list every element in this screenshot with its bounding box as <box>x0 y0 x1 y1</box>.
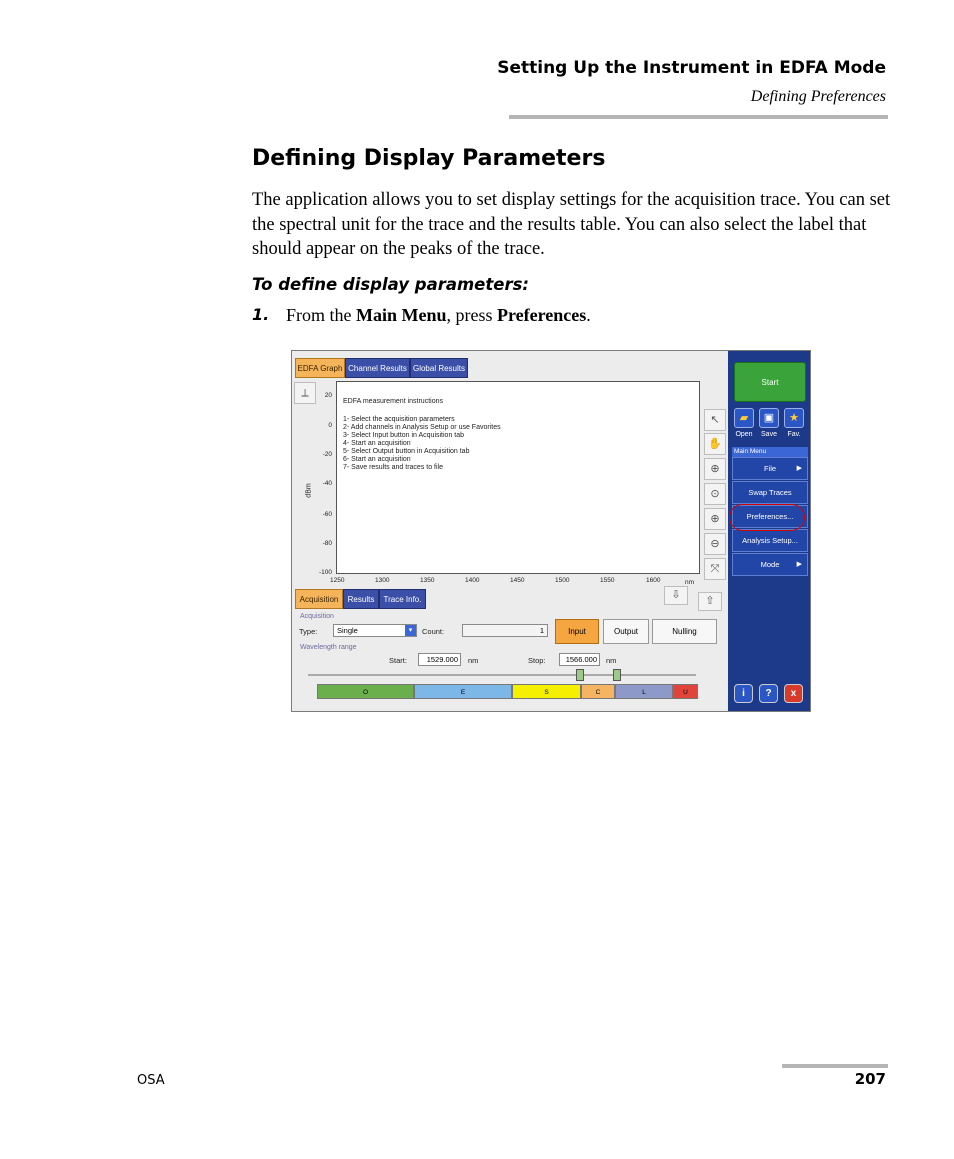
instruction-line: 3- Select Input button in Acquisition tab <box>343 432 465 439</box>
band-l[interactable]: L <box>615 684 673 699</box>
x-tick: 1350 <box>420 577 435 584</box>
input-button[interactable]: Input <box>555 619 599 644</box>
tab-global-results[interactable]: Global Results <box>410 358 468 378</box>
range-slider-track[interactable] <box>308 674 696 676</box>
band-o[interactable]: O <box>317 684 414 699</box>
instruction-line: 6- Start an acquisition <box>343 456 411 463</box>
x-axis-unit: nm <box>685 579 695 586</box>
hand-icon[interactable]: ✋ <box>704 433 726 455</box>
instruction-line: 2- Add channels in Analysis Setup or use Favorites <box>343 424 501 431</box>
stop-unit: nm <box>606 656 617 665</box>
tab-trace-info[interactable]: Trace Info. <box>379 589 426 609</box>
preferences-highlight-circle <box>729 504 805 531</box>
chevron-down-icon: ▾ <box>405 625 416 636</box>
body-paragraph: The application allows you to set display settings for the acquisition trace. You can set the spectral unit for the trace and the results table. You can also select the label that should appear on the peaks of the trace. <box>252 190 891 259</box>
start-label: Start: <box>389 656 407 665</box>
section-heading: Defining Display Parameters <box>252 146 606 171</box>
main-menu-header: Main Menu <box>732 447 808 457</box>
favorite-star-icon[interactable]: ★ <box>784 408 804 428</box>
arrow-up-icon[interactable]: ⇧ <box>698 592 722 611</box>
y-tick: 0 <box>328 422 332 429</box>
menu-item-preferences[interactable]: Preferences... <box>732 505 808 528</box>
band-c[interactable]: C <box>581 684 615 699</box>
x-tick: 1300 <box>375 577 390 584</box>
start-unit: nm <box>468 656 479 665</box>
menu-item-swap-traces[interactable]: Swap Traces <box>732 481 808 504</box>
pointer-icon[interactable]: ↖ <box>704 409 726 431</box>
menu-item-analysis-setup[interactable]: Analysis Setup... <box>732 529 808 552</box>
fav-label: Fav. <box>787 431 801 438</box>
type-select[interactable]: Single ▾ <box>333 624 417 637</box>
nulling-button[interactable]: Nulling <box>652 619 717 644</box>
instruction-line: 1- Select the acquisition parameters <box>343 416 455 423</box>
y-tick: -80 <box>322 540 332 547</box>
x-tick: 1400 <box>465 577 480 584</box>
open-label: Open <box>735 431 753 438</box>
procedure-title: To define display parameters: <box>252 275 529 294</box>
footer-product: OSA <box>137 1073 165 1088</box>
type-label: Type: <box>299 627 318 636</box>
step-text: From the Main Menu, press Preferences. <box>286 305 591 325</box>
range-start-handle[interactable] <box>576 669 584 681</box>
running-header-title: Setting Up the Instrument in EDFA Mode <box>497 58 886 78</box>
zoom-area-icon[interactable]: ⊕ <box>704 458 726 480</box>
band-e[interactable]: E <box>414 684 512 699</box>
info-icon[interactable]: i <box>734 684 753 703</box>
wavelength-group-label: Wavelength range <box>300 644 357 651</box>
menu-item-mode[interactable]: Mode ▶ <box>732 553 808 576</box>
help-icon[interactable]: ? <box>759 684 778 703</box>
stop-label: Stop: <box>528 656 546 665</box>
y-tick: -20 <box>322 451 332 458</box>
count-field[interactable]: 1 <box>462 624 548 637</box>
save-disk-icon[interactable]: ▣ <box>759 408 779 428</box>
instruction-line: 4- Start an acquisition <box>343 440 411 447</box>
step-number: 1. <box>252 305 270 324</box>
save-label: Save <box>761 431 777 438</box>
full-view-icon[interactable]: ⤧ <box>704 558 726 580</box>
instruction-line: 7- Save results and traces to file <box>343 464 443 471</box>
step-bold-preferences: Preferences <box>497 305 587 325</box>
chevron-right-icon: ▶ <box>796 561 802 568</box>
band-u[interactable]: U <box>673 684 698 699</box>
footer-rule <box>782 1064 888 1068</box>
instruction-line: 5- Select Output button in Acquisition tab <box>343 448 470 455</box>
tab-channel-results[interactable]: Channel Results <box>345 358 410 378</box>
x-tick: 1500 <box>555 577 570 584</box>
chevron-right-icon: ▶ <box>796 465 802 472</box>
start-field[interactable]: 1529.000 <box>418 653 461 666</box>
tab-results[interactable]: Results <box>343 589 379 609</box>
open-folder-icon[interactable]: ▰ <box>734 408 754 428</box>
range-stop-handle[interactable] <box>613 669 621 681</box>
y-tick: -60 <box>322 511 332 518</box>
start-button[interactable]: Start <box>734 362 806 402</box>
right-sidebar <box>728 351 811 712</box>
arrow-down-icon[interactable]: ⇩ <box>664 586 688 605</box>
x-tick: 1550 <box>600 577 615 584</box>
y-axis-label: dBm <box>305 483 313 498</box>
page-number: 207 <box>854 1070 886 1088</box>
zoom-in-icon[interactable]: ⊕ <box>704 508 726 530</box>
tab-acquisition[interactable]: Acquisition <box>295 589 343 609</box>
x-tick: 1450 <box>510 577 525 584</box>
output-button[interactable]: Output <box>603 619 649 644</box>
count-label: Count: <box>422 627 445 636</box>
running-header-subtitle: Defining Preferences <box>750 88 886 105</box>
x-tick: 1250 <box>330 577 345 584</box>
instructions-title: EDFA measurement instructions <box>343 398 443 405</box>
menu-item-file[interactable]: File ▶ <box>732 457 808 480</box>
y-tick: -100 <box>318 569 332 576</box>
antenna-icon[interactable]: ⟂ <box>294 382 316 404</box>
y-tick: -40 <box>322 480 332 487</box>
zoom-out-icon[interactable]: ⊖ <box>704 533 726 555</box>
acquisition-group-label: Acquisition <box>300 613 334 620</box>
x-tick: 1600 <box>646 577 661 584</box>
band-s[interactable]: S <box>512 684 581 699</box>
close-icon[interactable]: x <box>784 684 803 703</box>
header-rule <box>509 115 888 119</box>
step-bold-main-menu: Main Menu <box>356 305 447 325</box>
y-tick: 20 <box>324 392 332 399</box>
zoom-icon[interactable]: ⊙ <box>704 483 726 505</box>
trace-graph[interactable] <box>336 381 700 574</box>
application-screenshot <box>291 350 811 712</box>
stop-field[interactable]: 1566.000 <box>559 653 600 666</box>
tab-edfa-graph[interactable]: EDFA Graph <box>295 358 345 378</box>
